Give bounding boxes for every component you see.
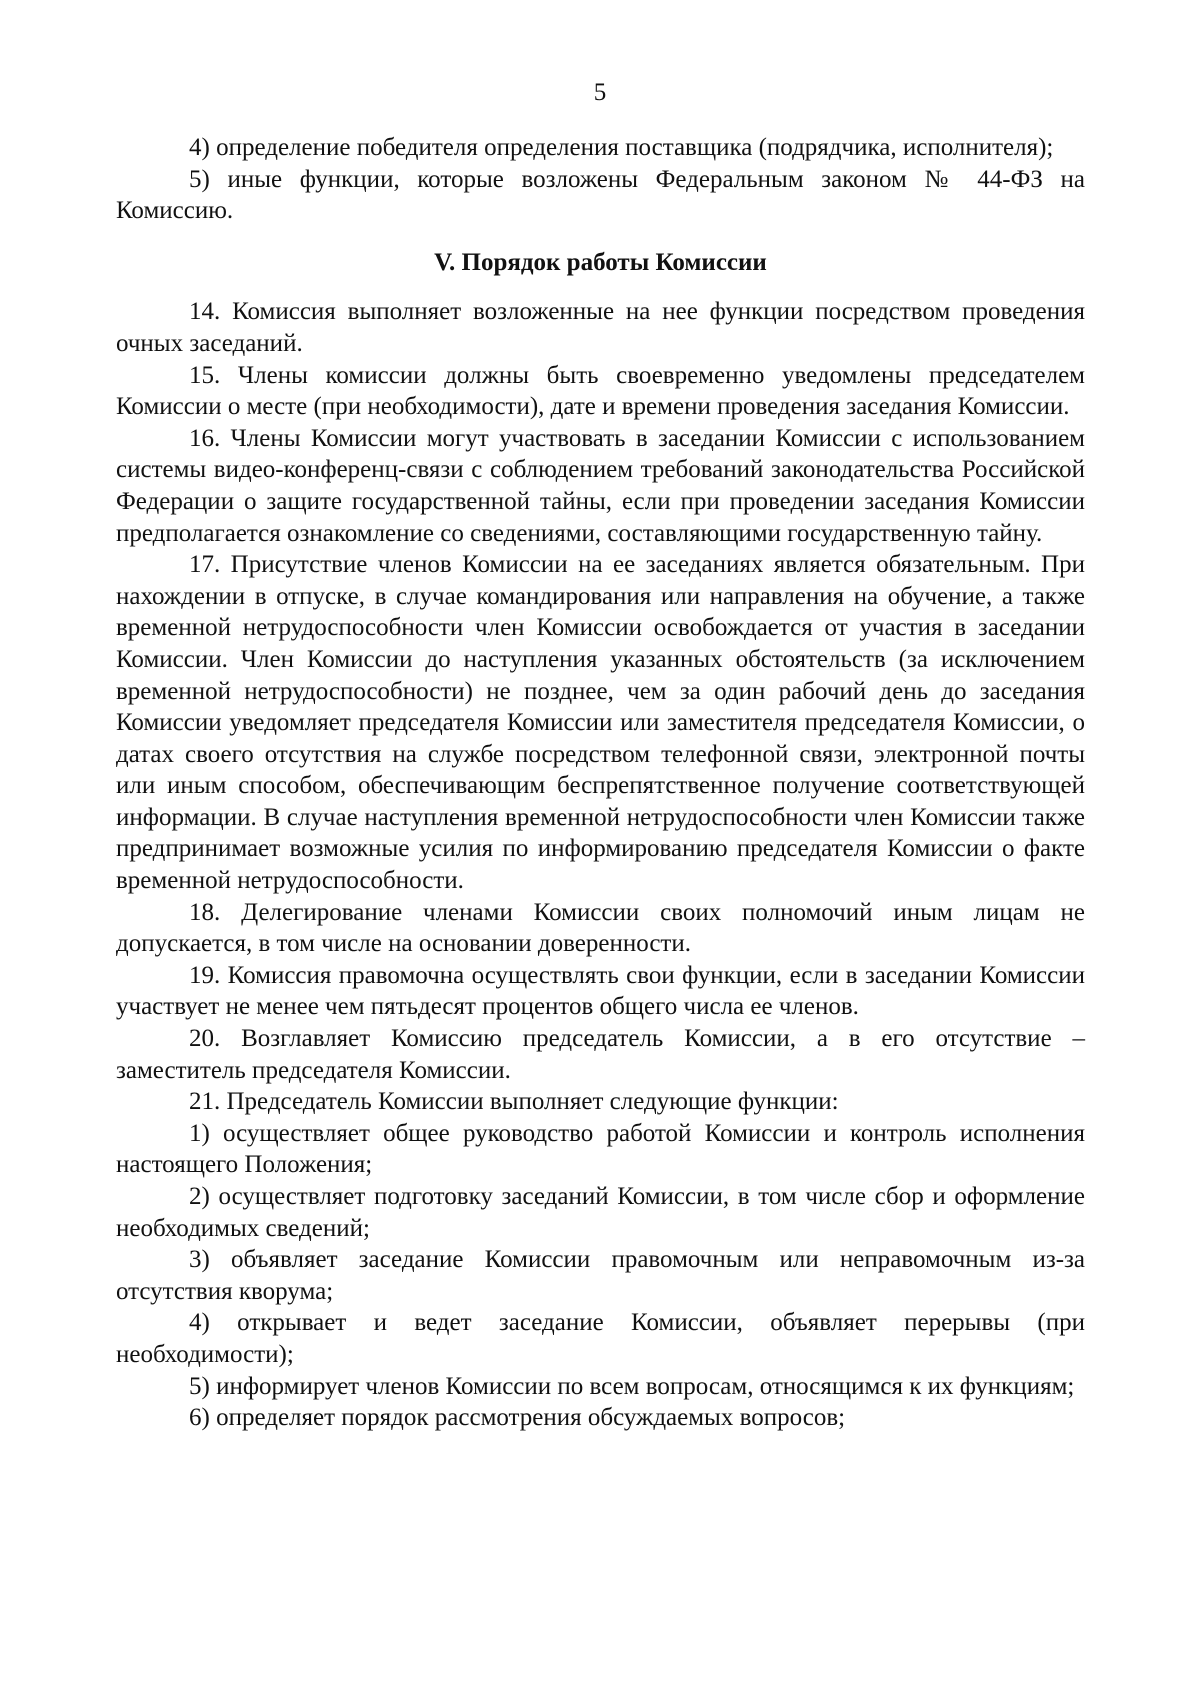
list-item-4: 4) определение победителя определения поставщика (подрядчика, исполнителя); — [189, 134, 1054, 161]
function-item-5: 5) информирует членов Комиссии по всем вопросам, относящимся к их функциям; — [189, 1372, 1075, 1400]
paragraph-15: 15. Члены комиссии должны быть своевременно уведомлены председателем Комиссии о месте (при необходимости), дате и времени проведения заседания Комиссии. — [116, 361, 1085, 421]
function-item-2: 2) осуществляет подготовку заседаний Комиссии, в том числе сбор и оформление необходимых сведений; — [116, 1183, 1085, 1242]
paragraph-14: 14. Комиссия выполняет возложенные на нее функции посредством проведения очных заседаний. — [116, 298, 1085, 357]
paragraph-17: 17. Присутствие членов Комиссии на ее заседаниях является обязательным. При нахождении в отпуске, в случае командирования или направления на обучение, а также временной нетрудоспособности член Комиссии освобождается от участия в заседании Комиссии. Член Комиссии до наступления указанных обстоятельств (за исключением временной нетрудоспособности) не позднее, чем за один рабочий день до заседания Комиссии уведомляет председателя Комиссии или заместителя председателя Комиссии, о датах своего отсутствия на службе посредством телефонной связи, электронной почты или иным способом, обеспечивающим беспрепятственное получение соответствующей информации. В случае наступления временной нетрудоспособности член Комиссии также предпринимает возможные усилия по информированию председателя Комиссии о факте временной нетрудоспособности. — [116, 551, 1085, 895]
function-item-6: 6) определяет порядок рассмотрения обсуждаемых вопросов; — [189, 1404, 846, 1432]
section-heading: V. Порядок работы Комиссии — [434, 248, 767, 276]
list-item-5: 5) иные функции, которые возложены Федеральным законом № 44-ФЗ на Комиссию. — [116, 165, 1085, 225]
function-item-3: 3) объявляет заседание Комиссии правомочным или неправомочным из-за отсутствия кворума; — [116, 1246, 1085, 1305]
paragraph-18: 18. Делегирование членами Комиссии своих полномочий иным лицам не допускается, в том числе на основании доверенности. — [116, 898, 1085, 958]
page-number: 5 — [593, 79, 607, 106]
paragraph-20: 20. Возглавляет Комиссию председатель Комиссии, а в его отсутствие – заместитель председателя Комиссии. — [116, 1025, 1085, 1084]
paragraph-16: 16. Члены Комиссии могут участвовать в заседании Комиссии с использованием системы видео-конференц-связи с соблюдением требований законодательства Российской Федерации о защите государственной тайны, если при проведении заседания Комиссии предполагается ознакомление со сведениями, составляющими государственную тайну. — [116, 424, 1085, 547]
function-item-4: 4) открывает и ведет заседание Комиссии, объявляет перерывы (при необходимости); — [116, 1309, 1085, 1368]
paragraph-21: 21. Председатель Комиссии выполняет следующие функции: — [189, 1088, 839, 1116]
paragraph-19: 19. Комиссия правомочна осуществлять свои функции, если в заседании Комиссии участвует не менее чем пятьдесят процентов общего числа ее членов. — [116, 961, 1085, 1021]
function-item-1: 1) осуществляет общее руководство работой Комиссии и контроль исполнения настоящего Положения; — [116, 1119, 1085, 1179]
document-body — [116, 132, 1085, 1434]
